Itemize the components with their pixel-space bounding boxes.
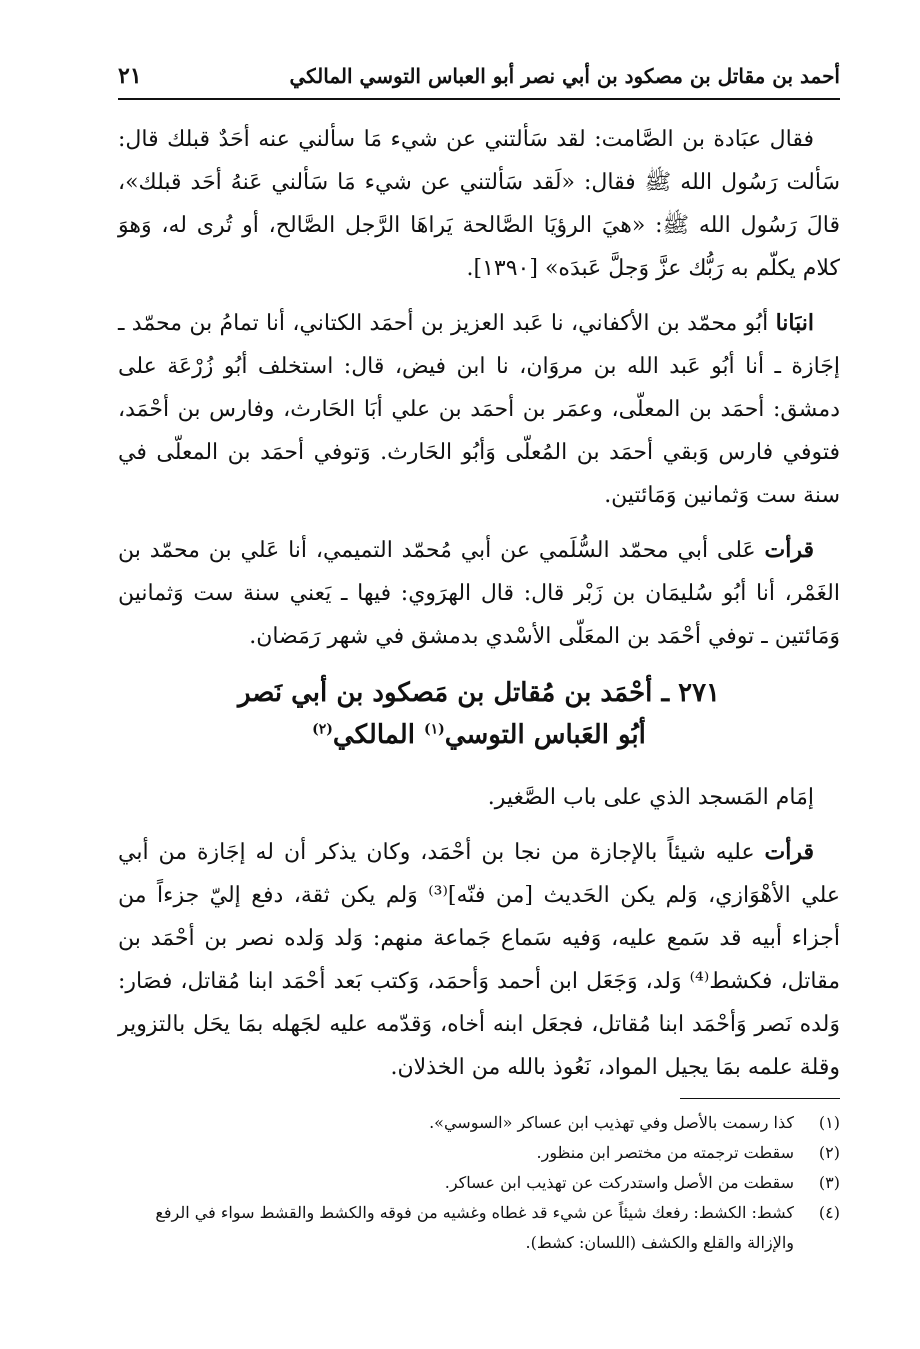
footnote-item <box>118 1168 840 1198</box>
paragraph-3-lead: قرأت <box>764 537 814 563</box>
entry-title-kunya: أبُو العَباس التوسي <box>444 720 646 750</box>
page-header <box>118 56 840 96</box>
footnotes <box>118 1108 840 1258</box>
running-title: أحمد بن مقاتل بن مصكود بن أبي نصر أبو العباس التوسي المالكي <box>289 64 840 88</box>
paragraph-2-lead: انبَانا <box>775 310 814 336</box>
entry-title <box>118 672 840 756</box>
entry-title-nisba: المالكي <box>332 720 425 750</box>
footnote-number: (٤) <box>818 1203 840 1222</box>
main-text <box>118 118 840 1101</box>
paragraph-3-text: عَلى أبي محمّد السُّلَمي عن أبي مُحمّد التميمي، أنا عَلي بن محمّد بن الغَمْر، أنا أبُو سُليمَان بن زَبْر قال: قال الهرَوي: فيها ـ يَعني سنة ست وَثمانين وَمَائتين ـ توفي أحْمَد بن المعَلّى الأسْدي بدمشق في شهر رَمَضان. <box>118 538 840 649</box>
paragraph-5-lead: قرأت <box>764 839 814 865</box>
header-rule <box>118 98 840 100</box>
footnote-ref-2: (٢) <box>312 721 333 738</box>
paragraph-2-text: أبُو محمّد بن الأكفاني، نا عَبد العزيز بن أحمَد الكتاني، أنا تمامُ بن محمّد ـ إجَازة ـ أنا أبُو عَبد الله بن مروَان، نا ابن فيض، قال: استخلف أبُو زُرْعَة على دمشق: أحمَد بن المعلّى، وعمَر بن أحمَد بن علي أبَا الحَارث، وفارس بن أحْمَد، فتوفي فارس وَبقي أحمَد بن المُعلّى وَأبُو الحَارث. وَتوفي أحمَد بن المعلّى في سنة ست وَثمانين وَمَائتين. <box>118 311 840 508</box>
paragraph-3 <box>118 529 840 658</box>
paragraph-5-text: عليه شيئاً بالإجازة من نجا بن أحْمَد، وكان يذكر أن له إجَازة من أبي علي الأهْوَازي، وَلم يكن الحَديث [من فنّه]⁽³⁾ وَلم يكن ثقة، دفع إليّ جزءاً من أجزاء أبيه قد سَمع عليه، وَفيه سَماع جَماعة منهم: وَلد وَلده نصر بن أحْمَد بن مقاتل، فكشط⁽⁴⁾ وَلد، وَجَعَل ابن أحمد وَأحمَد، وَكتب بَعد أحْمَد ابنا مُقاتل، فصَار: وَلده نَصر وَأحْمَد ابنا مُقاتل، فجعَل ابنه أخاه، وَقدّمه عليه لجَهله بمَا يحَل بالتزوير وقلة علمه بمَا يجيل المواد، نَعُوذ بالله من الخذلان. <box>118 840 840 1080</box>
footnote-text: سقطت ترجمته من مختصر ابن منظور. <box>536 1143 794 1162</box>
footnote-item <box>118 1198 840 1258</box>
footnote-number: (٢) <box>818 1143 840 1162</box>
paragraph-2 <box>118 302 840 517</box>
footnote-number: (٣) <box>818 1173 840 1192</box>
footnote-item <box>118 1108 840 1138</box>
footnote-rule <box>680 1098 840 1099</box>
footnote-text: سقطت من الأصل واستدركت عن تهذيب ابن عساكر. <box>444 1173 794 1192</box>
entry-title-line-1: ٢٧١ ـ أحْمَد بن مُقاتل بن مَصكود بن أبي نَصر <box>237 678 721 708</box>
page-number: ٢١ <box>118 63 142 89</box>
footnote-item <box>118 1138 840 1168</box>
footnote-text: كذا رسمت بالأصل وفي تهذيب ابن عساكر «السوسي». <box>429 1113 794 1132</box>
footnote-ref-1: (١) <box>424 721 445 738</box>
paragraph-5 <box>118 831 840 1089</box>
footnote-number: (١) <box>818 1113 840 1132</box>
entry-title-line-2 <box>118 714 840 756</box>
paragraph-4: إمَام المَسجد الذي على باب الصَّغير. <box>487 785 814 810</box>
paragraph-1: فقال عبَادة بن الصَّامت: لقد سَألتني عن شيء مَا سألني عنه أحَدٌ قبلك قال: سَألت رَسُول الله ﷺ فقال: «لَقد سَألتني عن شيء مَا سَألني عَنهُ أحَد قبلك»، قالَ رَسُول الله ﷺ: «هيَ الرؤيَا الصَّالحة يَراهَا الرَّجل الصَّالح، أو تُرى له، وَهوَ كلام يكلّم به رَبُّك عزَّ وَجلَّ عَبدَه» [١٣٩٠]. <box>118 127 840 281</box>
footnote-text: كشط: الكشط: رفعك شيئاً عن شيء قد غطاه وغشيه من فوقه والكشط والقشط سواء في الرفع والإزالة والقلع والكشف (اللسان: كشط). <box>155 1203 794 1252</box>
